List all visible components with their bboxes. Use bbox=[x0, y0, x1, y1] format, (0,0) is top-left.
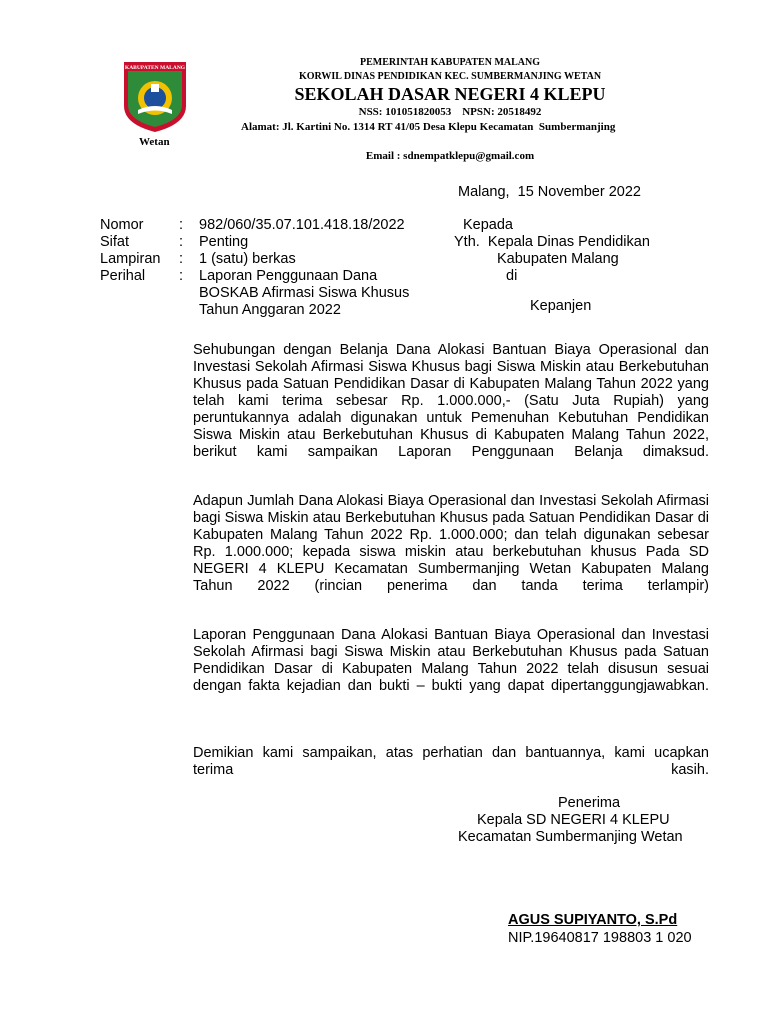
recipient-yth: Yth. Kepala Dinas Pendidikan bbox=[454, 234, 650, 250]
svg-text:KABUPATEN MALANG: KABUPATEN MALANG bbox=[124, 65, 186, 71]
body-paragraph-2: Adapun Jumlah Dana Alokasi Biaya Operasional dan Investasi Sekolah Afirmasi bagi Siswa Miskin atau Berkebutuhan Khusus pada Satuan Pendidikan Dasar di Kabupaten Malang Tahun 2022 Rp. 1.000.000; dan telah digunakan sebesar Rp. 1.000.000; kepada siswa miskin atau berkebutuhan khusus Pada SD NEGERI 4 KLEPU Kecamatan Sumbermanjing Wetan Kabupaten Malang Tahun 2022 (rincian penerima dan tanda terima terlampir) bbox=[193, 493, 709, 594]
recipient-kepada: Kepada bbox=[463, 217, 513, 233]
school-ids: NSS: 101051820053 NPSN: 20518492 bbox=[358, 106, 542, 118]
school-email: Email : sdnempatklepu@gmail.com bbox=[365, 150, 535, 162]
signature-label: Penerima bbox=[558, 795, 621, 811]
meta-value-perihal: Laporan Penggunaan Dana bbox=[199, 268, 378, 284]
signatory-name: AGUS SUPIYANTO, S.Pd bbox=[508, 912, 678, 928]
meta-label-sifat: Sifat bbox=[100, 234, 130, 250]
meta-value-sifat: Penting bbox=[199, 234, 249, 250]
meta-sep-perihal: : bbox=[179, 268, 184, 284]
school-address: Alamat: Jl. Kartini No. 1314 RT 41/05 Desa Klepu Kecamatan Sumbermanjing bbox=[241, 121, 616, 133]
body-paragraph-1: Sehubungan dengan Belanja Dana Alokasi Bantuan Biaya Operasional dan Investasi Sekolah Afirmasi Siswa Khusus bagi Siswa Miskin atau Berkebutuhan Khusus pada Satuan Pendidikan Dasar di Kabupaten Malang Tahun 2022 yang telah kami terima sebesar Rp. 1.000.000,- (Satu Juta Rupiah) yang peruntukannya adalah digunakan untuk Pemenuhan Kebutuhan Pendidikan Siswa Miskin atau Berkebutuhan Khusus di Kabupaten Malang Tahun 2022, berikut kami sampaikan Laporan Penggunaan Belanja dimaksud. bbox=[193, 342, 709, 460]
meta-value-lampiran: 1 (satu) berkas bbox=[199, 251, 296, 267]
school-address-cont: Wetan bbox=[139, 136, 170, 148]
meta-perihal-cont-1: BOSKAB Afirmasi Siswa Khusus bbox=[199, 285, 410, 301]
recipient-di: di bbox=[506, 268, 518, 284]
meta-value-nomor: 982/060/35.07.101.418.18/2022 bbox=[199, 217, 405, 233]
letter-date: Malang, 15 November 2022 bbox=[458, 184, 641, 200]
meta-label-perihal: Perihal bbox=[100, 268, 146, 284]
signature-title-1: Kepala SD NEGERI 4 KLEPU bbox=[477, 812, 670, 828]
signature-title-2: Kecamatan Sumbermanjing Wetan bbox=[458, 829, 683, 845]
meta-label-lampiran: Lampiran bbox=[100, 251, 161, 267]
body-closing: Demikian kami sampaikan, atas perhatian dan bantuannya, kami ucapkan terima kasih. bbox=[193, 745, 709, 778]
letterhead-line-government: PEMERINTAH KABUPATEN MALANG bbox=[360, 57, 540, 68]
school-name: SEKOLAH DASAR NEGERI 4 KLEPU bbox=[294, 84, 606, 104]
body-paragraph-3: Laporan Penggunaan Dana Alokasi Bantuan Biaya Operasional dan Investasi Sekolah Afirmasi bagi Siswa Miskin atau Berkebutuhan Khusus pada Satuan Pendidikan Dasar di Kabupaten Malang Tahun 2022 telah disusun sesuai dengan fakta kejadian dan bukti – bukti yang dapat dipertanggungjawabkan. bbox=[193, 627, 709, 694]
meta-perihal-cont-2: Tahun Anggaran 2022 bbox=[199, 302, 341, 318]
meta-sep-sifat: : bbox=[179, 234, 184, 250]
letterhead-line-korwil: KORWIL DINAS PENDIDIKAN KEC. SUMBERMANJING WETAN bbox=[298, 71, 602, 82]
meta-sep-lampiran: : bbox=[179, 251, 184, 267]
meta-sep-nomor: : bbox=[179, 217, 184, 233]
meta-label-nomor: Nomor bbox=[100, 217, 144, 233]
recipient-org: Kabupaten Malang bbox=[497, 251, 619, 267]
recipient-place: Kepanjen bbox=[530, 298, 592, 314]
regency-logo bbox=[122, 60, 188, 134]
signatory-nip: NIP.19640817 198803 1 020 bbox=[508, 930, 692, 946]
